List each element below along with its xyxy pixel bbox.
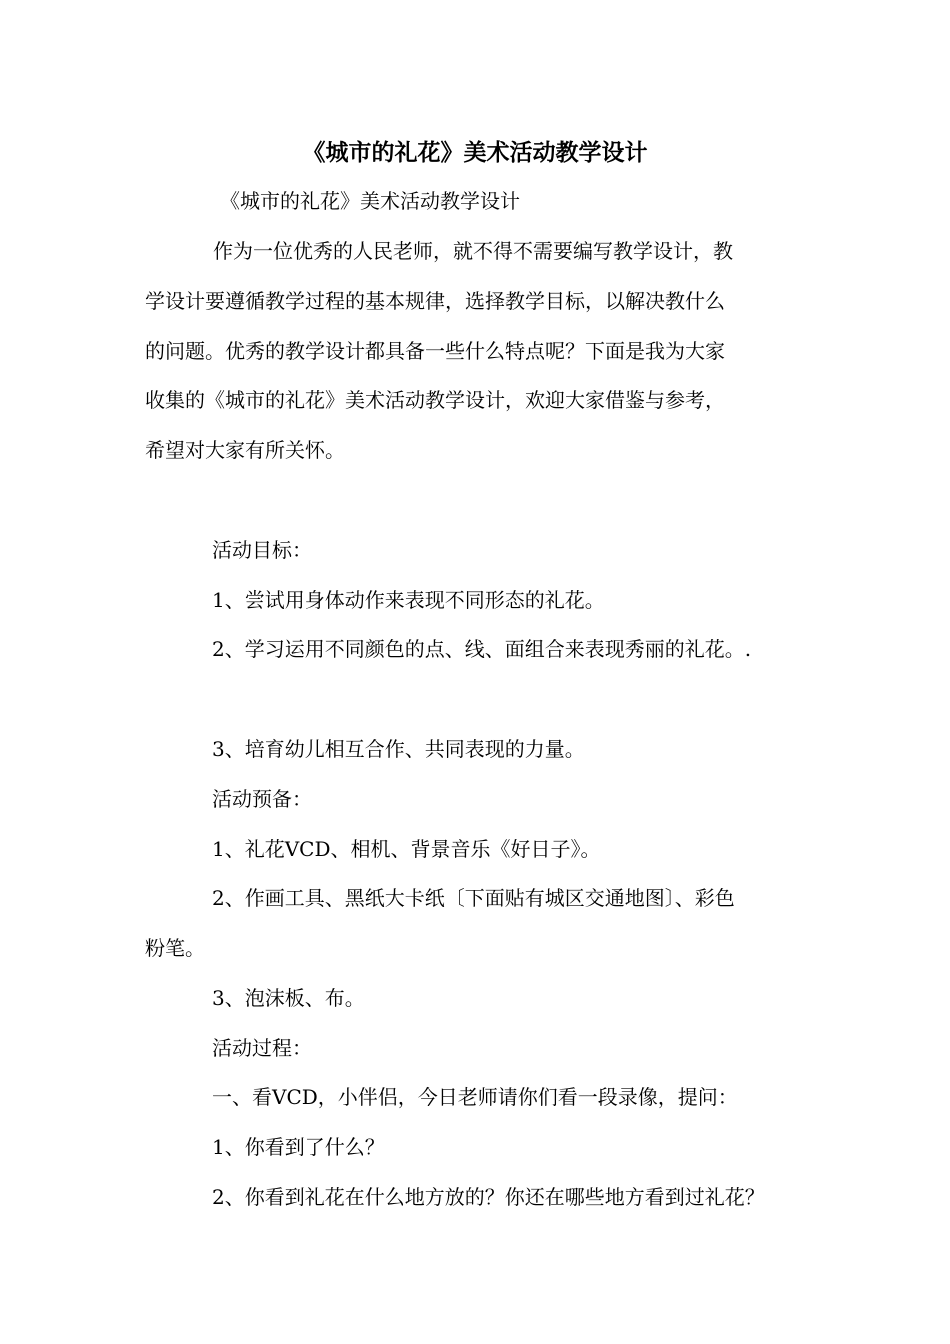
prep-item-2-line-2: 粉笔。 bbox=[145, 936, 205, 960]
goal-item-3: 3、培育幼儿相互合作、共同表现的力量。 bbox=[212, 737, 585, 761]
goal-item-2: 2、学习运用不同颜色的点、线、面组合来表现秀丽的礼花。. bbox=[212, 637, 752, 661]
intro-line-5: 希望对大家有所关怀。 bbox=[145, 438, 345, 462]
goal-item-1: 1、尝试用身体动作来表现不同形态的礼花。 bbox=[212, 588, 605, 612]
goals-heading: 活动目标： bbox=[212, 538, 312, 562]
prep-heading: 活动预备： bbox=[212, 787, 312, 811]
process-step-1: 一、看VCD，小伴侣，今日老师请你们看一段录像，提问： bbox=[212, 1085, 738, 1109]
document-subtitle: 《城市的礼花》美术活动教学设计 bbox=[220, 189, 520, 213]
intro-line-2: 学设计要遵循教学过程的基本规律，选择教学目标，以解决教什么 bbox=[145, 289, 725, 313]
question-item-2: 2、你看到礼花在什么地方放的？你还在哪些地方看到过礼花？ bbox=[212, 1185, 765, 1209]
intro-line-4: 收集的《城市的礼花》美术活动教学设计，欢迎大家借鉴与参考， bbox=[145, 388, 725, 412]
document-title: 《城市的礼花》美术活动教学设计 bbox=[302, 139, 648, 166]
prep-item-1: 1、礼花VCD、相机、背景音乐《好日子》。 bbox=[212, 837, 601, 861]
question-item-1: 1、你看到了什么？ bbox=[212, 1135, 385, 1159]
intro-line-1: 作为一位优秀的人民老师，就不得不需要编写教学设计，教 bbox=[213, 239, 733, 263]
prep-item-3: 3、泡沫板、布。 bbox=[212, 986, 365, 1010]
prep-item-2-line-1: 2、作画工具、黑纸大卡纸〔下面贴有城区交通地图〕、彩色 bbox=[212, 886, 735, 910]
process-heading: 活动过程： bbox=[212, 1036, 312, 1060]
intro-line-3: 的问题。优秀的教学设计都具备一些什么特点呢？下面是我为大家 bbox=[145, 339, 725, 363]
